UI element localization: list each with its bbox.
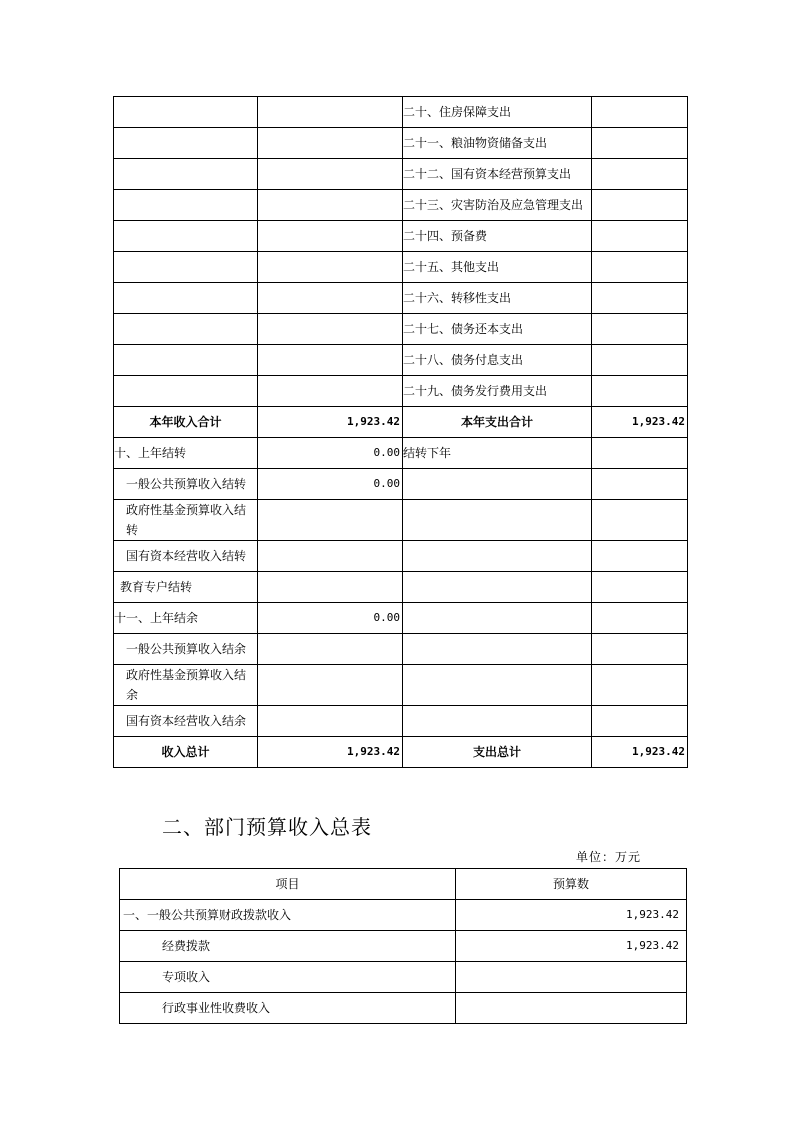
income-item: 一般公共预算收入结转 xyxy=(114,469,258,500)
table-row xyxy=(114,252,688,283)
income-value: 0.00 xyxy=(258,469,403,500)
income-item: 专项收入 xyxy=(120,962,456,993)
income-item: 教育专户结转 xyxy=(114,572,258,603)
header-item: 项目 xyxy=(120,869,456,900)
income-grand-total-label: 收入总计 xyxy=(114,737,258,768)
table-row xyxy=(114,314,688,345)
income-item: 行政事业性收费收入 xyxy=(120,993,456,1024)
table-row xyxy=(114,128,688,159)
table-row xyxy=(114,345,688,376)
income-item: 政府性基金预算收入结余 xyxy=(114,665,258,706)
year-total-row xyxy=(114,407,688,438)
table-row xyxy=(114,541,688,572)
expense-item: 二十九、债务发行费用支出 xyxy=(403,376,592,407)
table-row xyxy=(114,500,688,541)
table-row xyxy=(114,572,688,603)
income-item: 经费拨款 xyxy=(120,931,456,962)
table-header-row xyxy=(120,869,687,900)
table-row xyxy=(114,665,688,706)
expense-item: 二十二、国有资本经营预算支出 xyxy=(403,159,592,190)
expense-grand-total-label: 支出总计 xyxy=(403,737,592,768)
header-budget: 预算数 xyxy=(456,869,687,900)
year-expense-total-label: 本年支出合计 xyxy=(403,407,592,438)
section-title: 二、部门预算收入总表 xyxy=(162,815,372,839)
income-item: 政府性基金预算收入结转 xyxy=(114,500,258,541)
table-row xyxy=(114,376,688,407)
table-row xyxy=(114,706,688,737)
expense-item: 二十五、其他支出 xyxy=(403,252,592,283)
budget-value: 1,923.42 xyxy=(456,931,687,962)
expense-item: 二十八、债务付息支出 xyxy=(403,345,592,376)
table-row xyxy=(120,993,687,1024)
budget-summary-table xyxy=(113,96,688,768)
unit-label: 单位：万元 xyxy=(576,850,642,864)
table-row xyxy=(114,283,688,314)
income-item: 十一、上年结余 xyxy=(114,603,258,634)
table-row xyxy=(114,603,688,634)
table-row xyxy=(120,900,687,931)
expense-item: 结转下年 xyxy=(403,438,592,469)
expense-item: 二十一、粮油物资储备支出 xyxy=(403,128,592,159)
expense-item: 二十七、债务还本支出 xyxy=(403,314,592,345)
expense-item: 二十、住房保障支出 xyxy=(403,97,592,128)
table-row xyxy=(114,634,688,665)
table-row xyxy=(114,97,688,128)
table-row xyxy=(120,962,687,993)
income-item: 一、一般公共预算财政拨款收入 xyxy=(120,900,456,931)
income-summary-table xyxy=(119,868,687,1024)
income-item: 国有资本经营收入结余 xyxy=(114,706,258,737)
expense-item: 二十六、转移性支出 xyxy=(403,283,592,314)
table-row xyxy=(114,438,688,469)
income-grand-total-value: 1,923.42 xyxy=(258,737,403,768)
income-value: 0.00 xyxy=(258,438,403,469)
table-row xyxy=(120,931,687,962)
year-expense-total-value: 1,923.42 xyxy=(592,407,688,438)
table-row xyxy=(114,221,688,252)
year-income-total-value: 1,923.42 xyxy=(258,407,403,438)
income-item: 国有资本经营收入结转 xyxy=(114,541,258,572)
table-row xyxy=(114,469,688,500)
year-income-total-label: 本年收入合计 xyxy=(114,407,258,438)
table-row xyxy=(114,159,688,190)
income-value: 0.00 xyxy=(258,603,403,634)
income-item: 一般公共预算收入结余 xyxy=(114,634,258,665)
grand-total-row xyxy=(114,737,688,768)
expense-item: 二十四、预备费 xyxy=(403,221,592,252)
income-item: 十、上年结转 xyxy=(114,438,258,469)
expense-item: 二十三、灾害防治及应急管理支出 xyxy=(403,190,592,221)
budget-value: 1,923.42 xyxy=(456,900,687,931)
table-row xyxy=(114,190,688,221)
expense-grand-total-value: 1,923.42 xyxy=(592,737,688,768)
